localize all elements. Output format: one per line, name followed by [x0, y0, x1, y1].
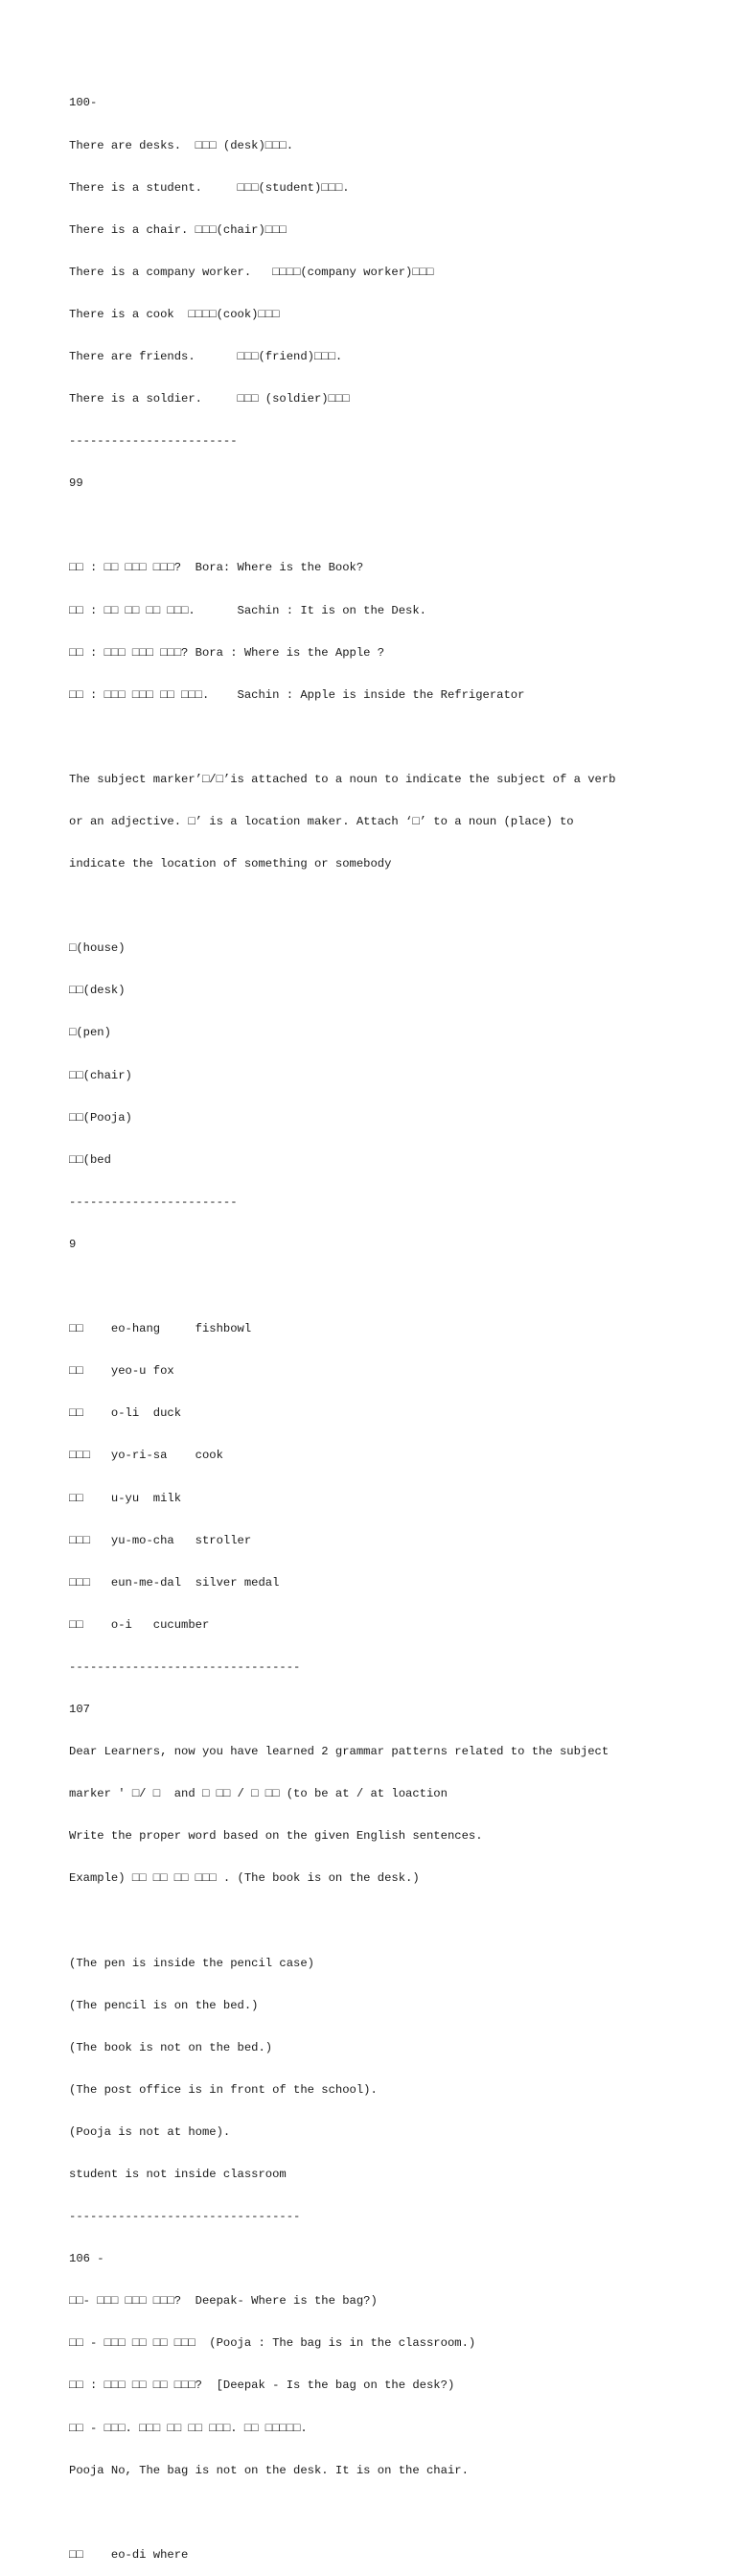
blank-line	[69, 2506, 730, 2520]
vocab-line: □□ u-yu milk	[69, 1491, 182, 1505]
exercise-line: (The pencil is on the bed.)	[69, 1998, 259, 2012]
text-line: □□(bed	[69, 1152, 111, 1167]
vocab-line: □□ o-i cucumber	[69, 1617, 210, 1632]
blank-line	[69, 519, 730, 533]
dialogue-line: □□ : □□□ □□ □□ □□□? [Deepak - Is the bag on the desk?)	[69, 2379, 455, 2393]
text-line: There is a company worker. □□□□(company worker)□□□	[69, 265, 434, 279]
text-line: Write the proper word based on the given English sentences.	[69, 1829, 483, 1844]
exercise-line: (The book is not on the bed.)	[69, 2040, 273, 2054]
text-line: There is a cook □□□□(cook)□□□	[69, 307, 280, 321]
text-line: Example) □□ □□ □□ □□□ . (The book is on the desk.)	[69, 1871, 420, 1886]
blank-line	[69, 899, 730, 914]
dialogue-line: Pooja No, The bag is not on the desk. It is on the chair.	[69, 2463, 469, 2477]
vocab-line: □□□ yo-ri-sa cook	[69, 1449, 223, 1463]
text-line: □□ : □□□ □□□ □□ □□□. Sachin : Apple is inside the Refrigerator	[69, 687, 525, 702]
blank-line	[69, 731, 730, 745]
text-line: □□(desk)	[69, 984, 126, 998]
text-line: □□(Pooja)	[69, 1110, 132, 1125]
text-line: marker ' □/ □ and □ □□ / □ □□ (to be at / at loaction	[69, 1787, 448, 1801]
divider-line: ---------------------------------	[69, 1659, 301, 1674]
text-line: □□ : □□ □□□ □□□? Bora: Where is the Book?	[69, 561, 364, 575]
vocab-line: □□□ eun-me-dal silver medal	[69, 1575, 280, 1590]
section-number: 9	[69, 1237, 77, 1251]
dialogue-line: □□ - □□□. □□□ □□ □□ □□□. □□ □□□□□.	[69, 2421, 308, 2435]
text-line: or an adjective. □’ is a location maker. Attach ‘□’ to a noun (place) to	[69, 815, 574, 828]
document-body	[69, 68, 730, 2576]
vocab-line: □□ o-li duck	[69, 1406, 182, 1421]
section-number: 106 -	[69, 2252, 104, 2266]
exercise-line: (Pooja is not at home).	[69, 2124, 231, 2139]
text-line: □(pen)	[69, 1026, 111, 1040]
divider-line: ------------------------	[69, 434, 238, 449]
text-line: 100-	[69, 96, 98, 110]
text-line: □(house)	[69, 941, 126, 956]
text-line: There are desks. □□□ (desk)□□□.	[69, 138, 294, 152]
exercise-line: (The pen is inside the pencil case)	[69, 1956, 314, 1970]
section-number: 107	[69, 1702, 90, 1716]
vocab-line: □□□ yu-mo-cha stroller	[69, 1533, 252, 1547]
text-line: indicate the location of something or somebody	[69, 857, 392, 871]
divider-line: ------------------------	[69, 1195, 238, 1209]
dialogue-line: □□- □□□ □□□ □□□? Deepak- Where is the bag?)	[69, 2294, 378, 2309]
text-line: The subject marker’□/□’is attached to a noun to indicate the subject of a verb	[69, 772, 616, 786]
text-line: There are friends. □□□(friend)□□□.	[69, 349, 343, 363]
text-line: □□(chair)	[69, 1068, 132, 1082]
text-line: There is a student. □□□(student)□□□.	[69, 180, 350, 195]
text-line: □□ : □□ □□ □□ □□□. Sachin : It is on the Desk.	[69, 603, 426, 617]
vocab-line: □□ eo-hang fishbowl	[69, 1322, 252, 1336]
text-line: □□ : □□□ □□□ □□□? Bora : Where is the Apple ?	[69, 645, 385, 660]
section-number: 99	[69, 476, 83, 491]
vocab-line: □□ eo-di where	[69, 2547, 189, 2562]
exercise-line: student is not inside classroom	[69, 2168, 287, 2181]
text-line: Dear Learners, now you have learned 2 grammar patterns related to the subject	[69, 1745, 610, 1759]
vocab-line: □□ yeo-u fox	[69, 1364, 174, 1379]
text-line: There is a chair. □□□(chair)□□□	[69, 222, 287, 237]
blank-line	[69, 1280, 730, 1294]
divider-line: ---------------------------------	[69, 2210, 301, 2224]
text-line: There is a soldier. □□□ (soldier)□□□	[69, 392, 350, 406]
exercise-line: (The post office is in front of the school).	[69, 2082, 378, 2097]
dialogue-line: □□ - □□□ □□ □□ □□□ (Pooja : The bag is in the classroom.)	[69, 2336, 476, 2351]
blank-line	[69, 1914, 730, 1928]
